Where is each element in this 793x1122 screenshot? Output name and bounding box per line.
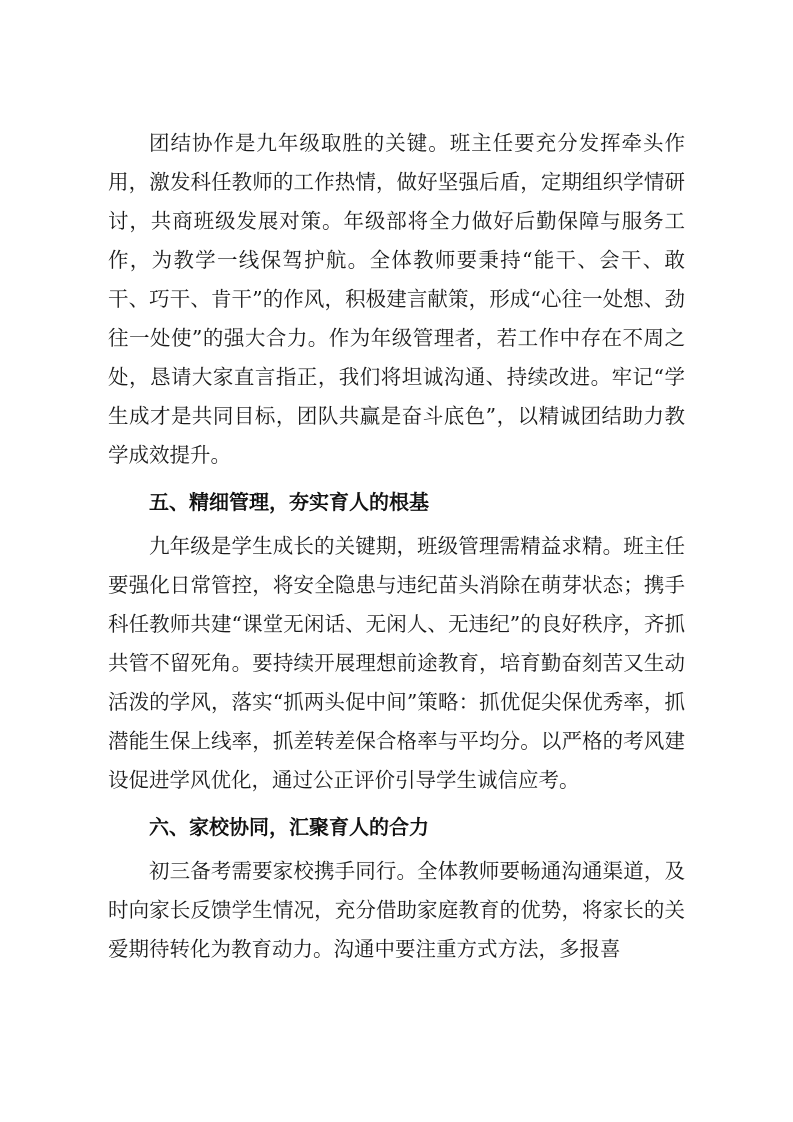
paragraph-teamwork: 团结协作是九年级取胜的关键。班主任要充分发挥牵头作用，激发科任教师的工作热情，做好坚强后盾，定期组织学情研讨，共商班级发展对策。年级部将全力做好后勤保障与服务工作，为教学一线保驾护航。全体教师要秉持“能干、会干、敢干、巧干、肯干”的作风，积极建言献策，形成“心往一处想、劲往一处使”的强大合力。作为年级管理者，若工作中存在不周之处，恳请大家直言指正，我们将坦诚沟通、持续改进。牢记“学生成才是共同目标，团队共赢是奋斗底色”，以精诚团结助力教学成效提升。 bbox=[108, 131, 685, 467]
paragraph-home-school: 初三备考需要家校携手同行。全体教师要畅通沟通渠道，及时向家长反馈学生情况，充分借助家庭教育的优势，将家长的关爱期待转化为教育动力。沟通中要注重方式方法，多报喜 bbox=[108, 859, 685, 961]
document-body bbox=[108, 124, 685, 969]
section-heading-five: 五、精细管理，夯实育人的根基 bbox=[149, 490, 429, 514]
section-heading-six: 六、家校协同，汇聚育人的合力 bbox=[149, 815, 429, 839]
paragraph-management: 九年级是学生成长的关键期，班级管理需精益求精。班主任要强化日常管控，将安全隐患与违纪苗头消除在萌芽状态；携手科任教师共建“课堂无闲话、无闲人、无违纪”的良好秩序，齐抓共管不留死角。要持续开展理想前途教育，培育勤奋刻苦又生动活泼的学风，落实“抓两头促中间”策略：抓优促尖保优秀率，抓潜能生保上线率，抓差转差保合格率与平均分。以严格的考风建设促进学风优化，通过公正评价引导学生诚信应考。 bbox=[108, 534, 685, 792]
